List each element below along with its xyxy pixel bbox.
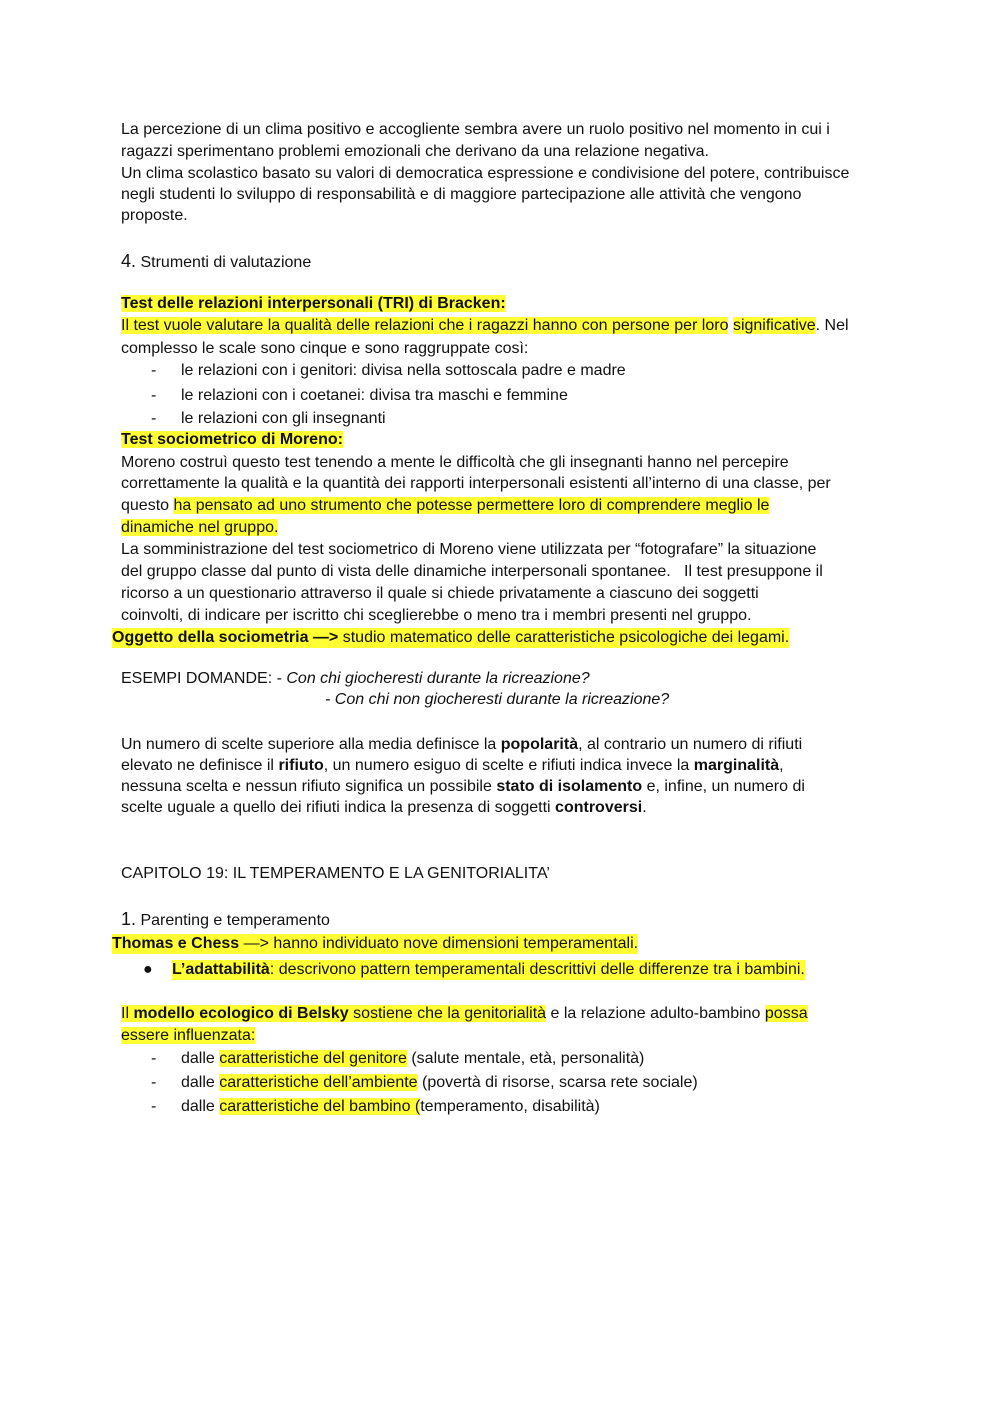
text: —> hanno individuato nove dimensioni temperamentali. [239, 935, 639, 952]
section-heading [121, 251, 311, 273]
paragraph-line: ricorso a un questionario attraverso il quale si chiede privatamente a ciascuno dei soggetti [121, 585, 759, 602]
chapter-title: CAPITOLO 19: IL TEMPERAMENTO E LA GENITORIALITA’ [121, 865, 550, 882]
paragraph-line [121, 316, 849, 336]
paragraph-line: La somministrazione del test sociometrico di Moreno viene utilizzata per “fotografare” la situazione [121, 541, 817, 558]
example-question: Con chi giocheresti durante la ricreazione? [286, 670, 590, 687]
oggetto-line [112, 628, 789, 648]
paragraph-line: coinvolti, di indicare per iscritto chi sceglierebbe o meno tra i membri presenti nel gruppo. [121, 607, 752, 624]
paragraph-line [121, 756, 784, 776]
text: questo [121, 497, 174, 514]
highlight: Il test vuole valutare la qualità delle relazioni che i ragazzi hanno con persone per loro [121, 317, 729, 334]
bullet-item [172, 960, 805, 980]
list-item: le relazioni con i coetanei: divisa tra maschi e femmine [181, 387, 568, 404]
paragraph-line: negli studenti lo sviluppo di responsabilità e di maggiore partecipazione alle attività che vengono [121, 186, 802, 203]
paragraph-line [121, 1004, 808, 1024]
example-question: - Con chi non giocheresti durante la ricreazione? [325, 691, 670, 708]
section-title: Parenting e temperamento [140, 912, 330, 929]
list-item: le relazioni con i genitori: divisa nella sottoscala padre e madre [181, 362, 626, 379]
highlight: caratteristiche dell’ambiente [219, 1074, 418, 1091]
bold-term: L’adattabilità [172, 961, 270, 978]
text: (povertà di risorse, scarsa rete sociale) [417, 1074, 698, 1091]
paragraph-line: La percezione di un clima positivo e accogliente sembra avere un ruolo positivo nel momento in cui i [121, 121, 830, 138]
paragraph-line: del gruppo classe dal punto di vista delle dinamiche interpersonali spontanee. Il test presuppone il [121, 563, 823, 580]
text: dalle [181, 1074, 220, 1091]
paragraph-line: Un clima scolastico basato su valori di democratica espressione e condivisione del potere, contribuisce [121, 165, 850, 182]
bold-term: modello ecologico di Belsky [133, 1005, 349, 1022]
thomas-line [112, 934, 638, 954]
highlight: essere influenzata: [121, 1027, 256, 1044]
paragraph-line [121, 518, 278, 538]
dash-marker: - [151, 362, 157, 379]
bold-term: rifiuto [278, 757, 324, 774]
dash-marker: - [151, 1098, 157, 1115]
paragraph-line [121, 496, 769, 516]
bold-text: Thomas e Chess [112, 935, 240, 952]
text: Un numero di scelte superiore alla media definisce la [121, 736, 501, 753]
paragraph-line [121, 798, 647, 818]
highlight: dinamiche nel gruppo. [121, 519, 279, 536]
bold-term: controversi [555, 799, 643, 816]
text: . [642, 799, 647, 816]
list-item [181, 1049, 644, 1069]
section-number: 1. [121, 909, 137, 929]
text: (salute mentale, età, personalità) [406, 1050, 645, 1067]
bold-term: stato di isolamento [496, 778, 643, 795]
text: dalle [181, 1098, 220, 1115]
highlight: significative [732, 317, 816, 334]
text: , un numero esiguo di scelte e rifiuti indica invece la [323, 757, 694, 774]
highlight: ha pensato ad uno strumento che potesse permettere loro di comprendere meglio le [173, 497, 770, 514]
highlight: sostiene che la genitorialità [348, 1005, 547, 1022]
highlight: Il [121, 1005, 134, 1022]
dash-marker: - [151, 410, 157, 427]
text: nessuna scelta e nessun rifiuto significa un possibile [121, 778, 497, 795]
list-item: le relazioni con gli insegnanti [181, 410, 386, 427]
paragraph-line [121, 1026, 255, 1046]
list-item [181, 1097, 600, 1117]
text: dalle [181, 1050, 220, 1067]
highlight: possa [764, 1005, 808, 1022]
paragraph-line: complesso le scale sono cinque e sono raggruppate così: [121, 340, 529, 357]
text: e, infine, un numero di [642, 778, 805, 795]
paragraph-line: proposte. [121, 207, 188, 224]
section-heading [121, 909, 330, 931]
moreno-heading-text: Test sociometrico di Moreno: [121, 431, 343, 448]
paragraph-line [121, 735, 802, 755]
text: , al contrario un numero di rifiuti [578, 736, 803, 753]
esempi-label: ESEMPI DOMANDE: - [121, 670, 287, 687]
bullet-dot: ● [143, 961, 153, 978]
text: . Nel [815, 317, 849, 334]
tri-heading [121, 294, 506, 314]
paragraph-line [121, 777, 805, 797]
moreno-heading [121, 430, 343, 450]
highlight: caratteristiche del genitore [219, 1050, 407, 1067]
text: : descrivono pattern temperamentali descrittivi delle differenze tra i bambini. [269, 961, 805, 978]
bold-term: popolarità [500, 736, 579, 753]
bold-term: marginalità [693, 757, 780, 774]
paragraph-line: Moreno costruì questo test tenendo a mente le difficoltà che gli insegnanti hanno nel percepire [121, 454, 789, 471]
section-title: Strumenti di valutazione [140, 254, 312, 271]
dash-marker: - [151, 387, 157, 404]
dash-marker: - [151, 1050, 157, 1067]
text: studio matematico delle caratteristiche psicologiche dei legami. [338, 629, 790, 646]
text: e la relazione adulto-bambino [546, 1005, 765, 1022]
text: scelte uguale a quello dei rifiuti indica la presenza di soggetti [121, 799, 556, 816]
esempi-line [325, 690, 669, 710]
text: , [779, 757, 784, 774]
highlight: caratteristiche del bambino ( [219, 1098, 421, 1115]
tri-heading-text: Test delle relazioni interpersonali (TRI) di Bracken: [121, 295, 506, 312]
paragraph-line: ragazzi sperimentano problemi emozionali che derivano da una relazione negativa. [121, 143, 709, 160]
section-number: 4. [121, 251, 137, 271]
paragraph-line: correttamente la qualità e la quantità dei rapporti interpersonali esistenti all’interno di una classe, per [121, 475, 831, 492]
bold-text: Oggetto della sociometria —> [112, 629, 339, 646]
dash-marker: - [151, 1074, 157, 1091]
text: elevato ne definisce il [121, 757, 279, 774]
text: temperamento, disabilità) [420, 1098, 600, 1115]
list-item [181, 1073, 698, 1093]
esempi-line [121, 669, 590, 689]
